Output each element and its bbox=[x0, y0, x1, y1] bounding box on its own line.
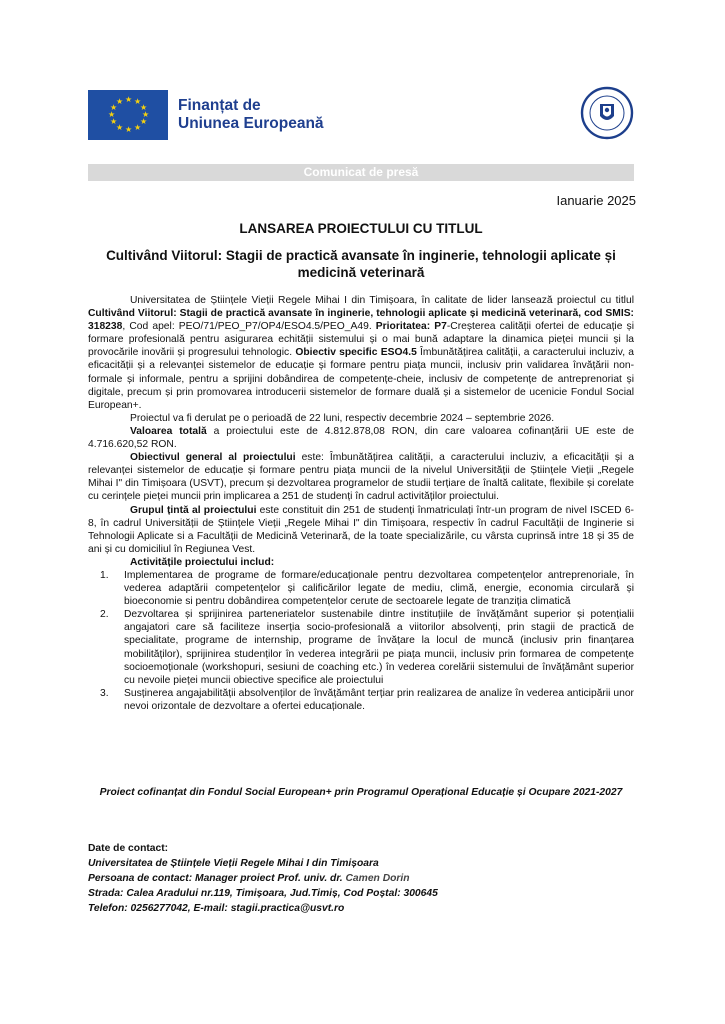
list-item-text: Susținerea angajabilității absolvenților de învățământ terțiar prin realizarea de analize în vederea anticipării unor nevoi orizontale de dezvoltare a ofertei educaționale. bbox=[124, 687, 634, 712]
target-group-label: Grupul țintă al proiectului bbox=[130, 504, 257, 516]
contact-street: Strada: Calea Aradului nr.119, Timișoara, Jud.Timiș, Cod Poștal: 300645 bbox=[88, 888, 438, 899]
eu-logo-text bbox=[178, 97, 324, 133]
eu-logo-line1: Finanțat de bbox=[178, 97, 261, 114]
eu-logo-line2: Uniunea Europeană bbox=[178, 115, 324, 132]
eu-flag-icon: ★ ★ ★ ★ ★ ★ ★ ★ ★ ★ ★ ★ bbox=[88, 90, 168, 140]
list-item bbox=[88, 687, 634, 713]
contact-person bbox=[88, 871, 438, 886]
list-item bbox=[88, 569, 634, 608]
intro-text-objective-desc: Îmbunătățirea calității, a caracterului incluziv, a eficacității și a relevanței sistemelor de educație și formare pentru piața muncii, inclusiv prin validarea învățării non-formale și informale, pentru a sprijini dobândirea de competențe-cheie, inclusiv de competențe de antreprenoriat și digitale, precum și prin promovarea introducerii sistemelor de formare duală și a sistemelor de ucenicie Fondul Social European+. bbox=[88, 347, 635, 411]
contact-person-label: Persoana de contact: Manager proiect Prof. univ. dr. bbox=[88, 873, 346, 884]
intro-text-priority-desc: -Creșterea calității ofertei de educație și formare profesională pentru asigurarea echității sistemului și o mai bună adaptare la dinamica pieței muncii și la provocările inovării și progresului tehnologic. bbox=[88, 321, 634, 359]
list-item-number: 2. bbox=[100, 609, 109, 621]
list-item bbox=[88, 608, 634, 687]
intro-paragraph bbox=[88, 294, 634, 412]
contact-phone-email: Telefon: 0256277042, E-mail: stagii.practica@usvt.ro bbox=[88, 903, 345, 914]
value-paragraph bbox=[88, 425, 634, 451]
contact-block bbox=[88, 841, 438, 916]
target-group-text: este constituit din 251 de studenți înmatriculați într-un program de nivel ISCED 6-8, în cadrul Universității de Științele Vieții „Regele Mihai I" din Timișoara, respectiv în cadrul Facultății de Inginerie si Tehnologii Aplicate si a Facultății de Medicină Veterinară, de la toate specializările, cu vârsta cuprinsă intre 18 și 35 de ani și cu domiciliul în Regiunea Vest. bbox=[88, 504, 634, 555]
eu-funding-logo bbox=[88, 90, 340, 140]
intro-text-call: , Cod apel: PEO/71/PEO_P7/OP4/ESO4.5/PEO_A49. bbox=[122, 321, 376, 333]
general-objective-text: este: Îmbunătățirea calității, a caracterului incluziv, a eficacității și a relevanței sistemelor de educație și formare pentru piața muncii de la nivelul Universității de Științele Vieții „Regele Mihai I" din Timișoara (USVT), precum și dezvoltarea programelor de studii terțiare de înaltă calitate, flexibile și corelate cu cerințele pieței muncii prin implicarea a 251 de studenți în cadrul activităților proiectului. bbox=[88, 452, 634, 503]
activities-list bbox=[88, 569, 634, 713]
general-objective-paragraph bbox=[88, 451, 634, 503]
contact-institution: Universitatea de Științele Vieții Regele Mihai I din Timișoara bbox=[88, 858, 379, 869]
release-date: Ianuarie 2025 bbox=[556, 193, 636, 208]
general-objective-label: Obiectivul general al proiectului bbox=[130, 452, 296, 464]
list-item-text: Dezvoltarea și sprijinirea parteneriatelor sustenabile dintre instituțiile de învățământ superior și potențialii angajatori care să faciliteze inserția socio-profesională a viitorilor absolvenți, prin stagii de practică de specialitate, programe de internship, programe de învățare la locul de muncă (inclusiv prin finanțarea mobilităților), sprijinirea studenților în vederea integrării pe piața muncii, inclusiv prin formarea de competențe socioemoționale (workshopuri, sesiuni de coaching etc.) în vederea corelării sistemului de învățământ superior cu nevoile pieței muncii obiective specifice ale proiectului bbox=[124, 609, 634, 686]
list-item-text: Implementarea de programe de formare/educaționale pentru dezvoltarea competențelor antreprenoriale, în vederea adaptării competențelor și calificărilor legate de mediu, climă, energie, economia circulară și bioeconomie si pentru dobândirea competențelor cerute de sectoarele legate de tranziția climatică bbox=[124, 569, 634, 608]
cofinancing-note: Proiect cofinanțat din Fondul Social European+ prin Programul Operațional Educație și Ocupare 2021-2027 bbox=[99, 787, 623, 798]
duration-paragraph: Proiectul va fi derulat pe o perioadă de 22 luni, respectiv decembrie 2024 – septembrie 2026. bbox=[130, 412, 555, 424]
intro-text-project: Cultivând Viitorul: Stagii de practică avansate în inginerie, tehnologii aplicate și medicină veterinară, cod SMIS: 318238 bbox=[88, 308, 634, 333]
value-label: Valoarea totală bbox=[130, 425, 207, 437]
contact-person-name: Camen Dorin bbox=[345, 873, 410, 884]
romania-government-seal-icon bbox=[580, 86, 634, 140]
activities-heading: Activitățile proiectului includ: bbox=[130, 556, 275, 568]
press-release-banner: Comunicat de presă bbox=[88, 164, 634, 181]
target-group-paragraph bbox=[88, 504, 634, 556]
list-item-number: 3. bbox=[100, 687, 109, 699]
page-title: LANSAREA PROIECTULUI CU TITLUL bbox=[239, 221, 483, 236]
body-text bbox=[88, 294, 634, 713]
contact-heading: Date de contact: bbox=[88, 843, 169, 854]
value-text: a proiectului este de 4.812.878,08 RON, din care valoarea cofinanțării UE este de 4.716.620,52 RON. bbox=[88, 425, 634, 451]
intro-text-priority: Prioritatea: P7 bbox=[375, 321, 447, 333]
intro-text-a: Universitatea de Științele Vieții Regele Mihai I din Timișoara, în calitate de lider lansează proiectul cu titlul bbox=[130, 295, 634, 306]
list-item-number: 1. bbox=[100, 569, 109, 581]
intro-text-objective: Obiectiv specific ESO4.5 bbox=[295, 347, 417, 359]
project-subtitle: Cultivând Viitorul: Stagii de practică avansate în inginerie, tehnologii aplicate și medicină veterinară bbox=[106, 248, 616, 280]
